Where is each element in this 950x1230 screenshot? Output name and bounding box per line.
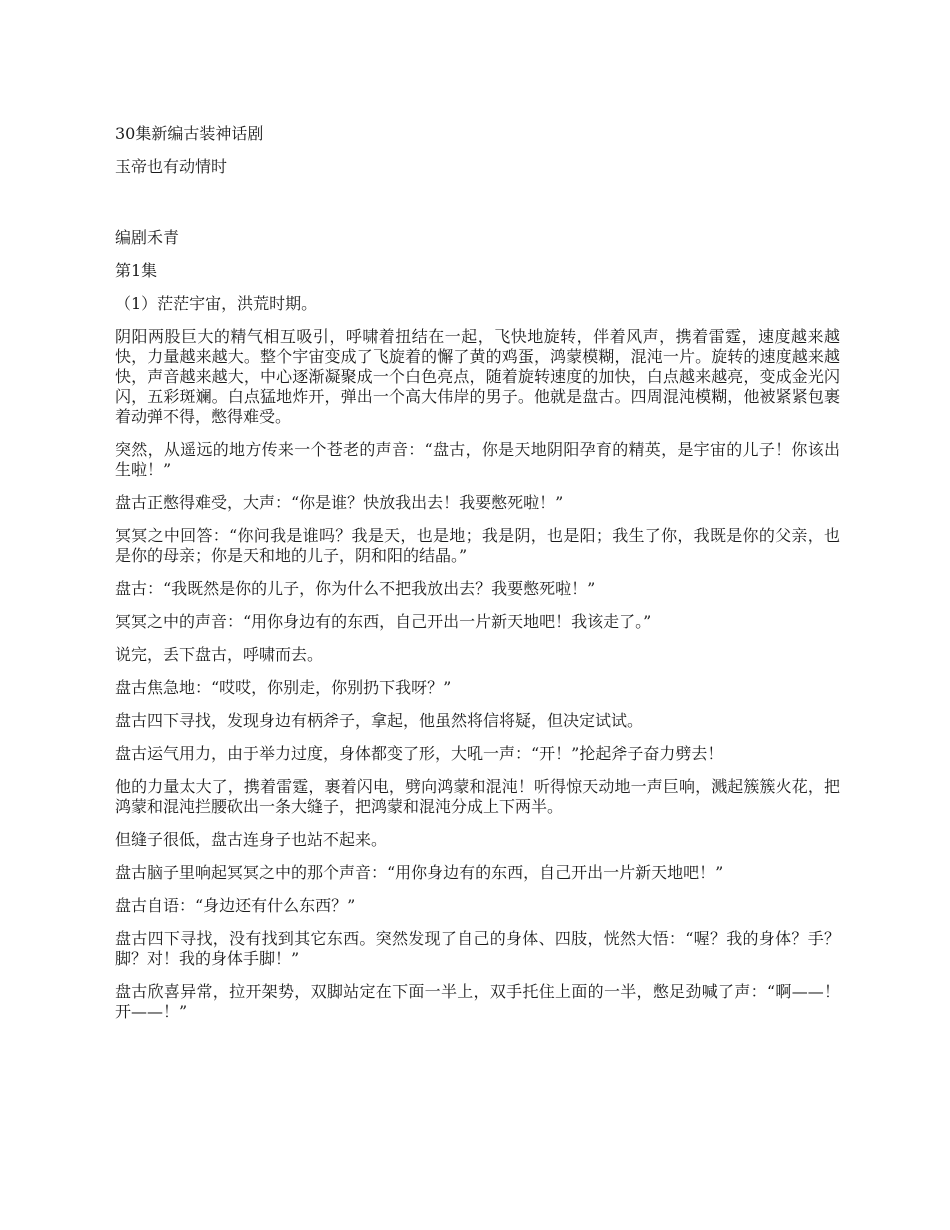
paragraph: 盘古欣喜异常，拉开架势，双脚站定在下面一半上，双手托住上面的一半，憋足劲喊了声：“啊——！开——！” xyxy=(115,982,840,1021)
paragraph: 他的力量太大了，携着雷霆，裹着闪电，劈向鸿蒙和混沌！听得惊天动地一声巨响，溅起簇簇火花，把鸿蒙和混沌拦腰砍出一条大缝子，把鸿蒙和混沌分成上下两半。 xyxy=(115,777,840,816)
paragraph: 突然，从遥远的地方传来一个苍老的声音：“盘古，你是天地阴阳孕育的精英，是宇宙的儿子！你该出生啦！” xyxy=(115,440,840,479)
document-body xyxy=(115,124,840,1035)
paragraph: 阴阳两股巨大的精气相互吸引，呼啸着扭结在一起，飞快地旋转，伴着风声，携着雷霆，速度越来越快，力量越来越大。整个宇宙变成了飞旋着的懈了黄的鸡蛋，鸿蒙模糊，混沌一片。旋转的速度越来越快，声音越来越大，中心逐渐凝聚成一个白色亮点，随着旋转速度的加快，白点越来越亮，变成金光闪闪，五彩斑斓。白点猛地炸开，弹出一个高大伟岸的男子。他就是盘古。四周混沌模糊，他被紧紧包裹着动弹不得，憋得难受。 xyxy=(115,327,840,426)
paragraph: 但缝子很低，盘古连身子也站不起来。 xyxy=(115,830,388,849)
author-line: 编剧禾青 xyxy=(115,228,180,247)
paragraph: 盘古：“我既然是你的儿子，你为什么不把我放出去？我要憋死啦！” xyxy=(115,579,596,598)
episode-heading: 第1集 xyxy=(115,261,158,280)
paragraph: （1）茫茫宇宙，洪荒时期。 xyxy=(115,294,318,313)
paragraph: 盘古四下寻找，没有找到其它东西。突然发现了自己的身体、四肢，恍然大悟：“喔？我的身体？手？脚？对！我的身体手脚！” xyxy=(115,929,840,968)
paragraph: 盘古自语：“身边还有什么东西？” xyxy=(115,896,356,915)
paragraph: 冥冥之中回答：“你问我是谁吗？我是天，也是地；我是阴，也是阳；我生了你，我既是你的父亲，也是你的母亲；你是天和地的儿子，阴和阳的结晶。” xyxy=(115,526,840,565)
paragraph: 冥冥之中的声音：“用你身边有的东西，自己开出一片新天地吧！我该走了。” xyxy=(115,612,652,631)
paragraph: 盘古正憋得难受，大声：“你是谁？快放我出去！我要憋死啦！” xyxy=(115,493,564,512)
document-subtitle: 玉帝也有动情时 xyxy=(115,157,228,176)
paragraph: 盘古运气用力，由于举力过度，身体都变了形，大吼一声：“开！”抡起斧子奋力劈去！ xyxy=(115,744,724,763)
paragraph: 盘古四下寻找，发现身边有柄斧子，拿起，他虽然将信将疑，但决定试试。 xyxy=(115,711,644,730)
paragraph: 盘古焦急地：“哎哎，你别走，你别扔下我呀？” xyxy=(115,678,452,697)
paragraph: 说完，丢下盘古，呼啸而去。 xyxy=(115,645,324,664)
document-title: 30集新编古装神话剧 xyxy=(115,124,264,143)
paragraph: 盘古脑子里响起冥冥之中的那个声音：“用你身边有的东西，自己开出一片新天地吧！” xyxy=(115,863,724,882)
